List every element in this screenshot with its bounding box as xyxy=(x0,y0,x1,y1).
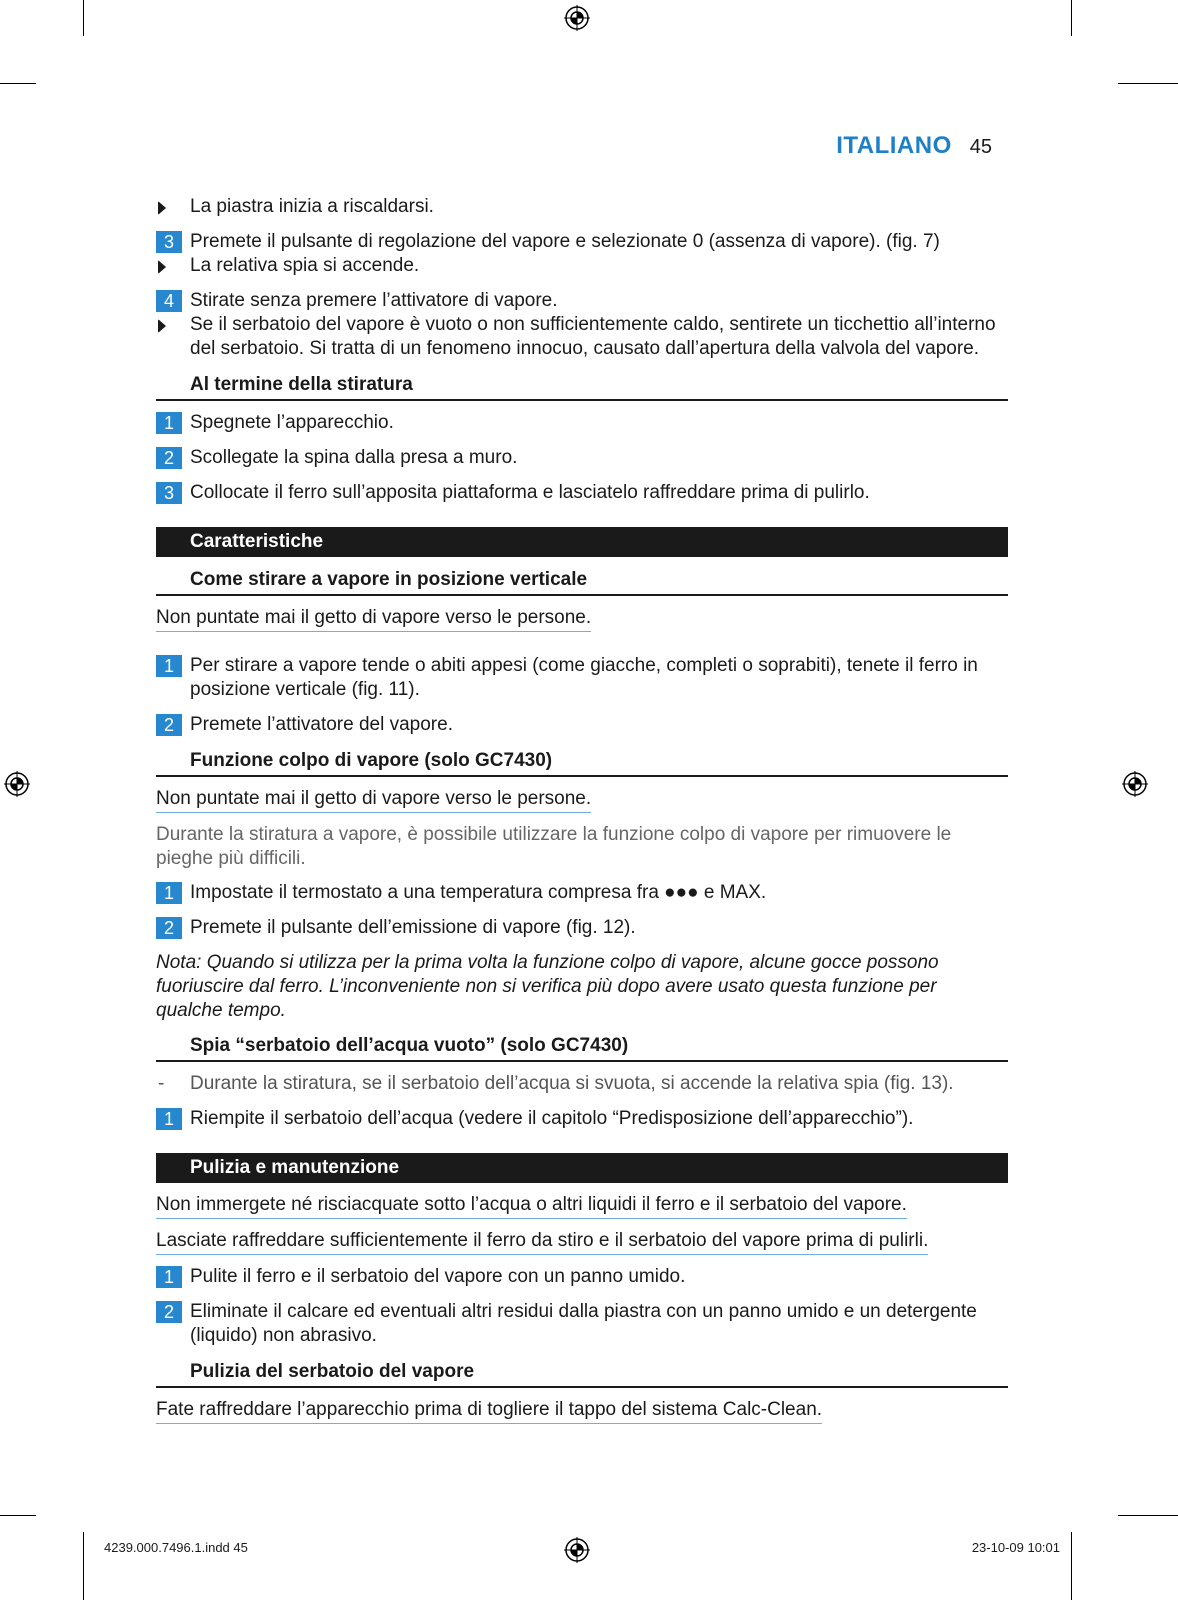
step-number-badge: 3 xyxy=(156,482,182,504)
step-number-badge: 1 xyxy=(156,412,182,434)
registration-mark-icon xyxy=(4,771,30,797)
step-item xyxy=(156,1300,1008,1348)
step-number-badge: 1 xyxy=(156,1108,182,1130)
item-text: Impostate il termostato a una temperatura compresa fra ●●● e MAX. xyxy=(190,882,767,903)
item-text: Se il serbatoio del vapore è vuoto o non sufficientemente caldo, sentirete un ticchettio all’interno del serbatoio. Si tratta di un fenomeno innocuo, causato dall’apertura della valvola del vapore. xyxy=(190,314,996,359)
warning-row xyxy=(156,606,1008,632)
page-number: 45 xyxy=(969,136,992,158)
item-text: La piastra inizia a riscaldarsi. xyxy=(190,196,434,217)
step-number-badge: 2 xyxy=(156,917,182,939)
warning-row xyxy=(156,1398,1008,1424)
bullet-icon xyxy=(158,319,166,333)
section-heading: Pulizia e manutenzione xyxy=(156,1153,1008,1183)
crop-mark xyxy=(0,83,36,84)
crop-mark xyxy=(1118,83,1178,84)
subsection-heading: Pulizia del serbatoio del vapore xyxy=(156,1359,1008,1388)
page-header xyxy=(836,132,992,160)
crop-mark xyxy=(0,1515,36,1516)
info-paragraph: Durante la stiratura a vapore, è possibile utilizzare la funzione colpo di vapore per rimuovere le pieghe più difficili. xyxy=(156,824,952,869)
item-text: Collocate il ferro sull’apposita piattaforma e lasciatelo raffreddare prima di pulirlo. xyxy=(190,482,870,503)
step-number-badge: 2 xyxy=(156,447,182,469)
step-number-badge: 2 xyxy=(156,714,182,736)
section-heading: Caratteristiche xyxy=(156,527,1008,557)
step-item xyxy=(156,916,1008,940)
item-text: Scollegate la spina dalla presa a muro. xyxy=(190,447,518,468)
bullet-icon xyxy=(158,260,166,274)
dash-icon: - xyxy=(158,1073,165,1094)
crop-mark xyxy=(83,1532,84,1600)
warning-text: Non puntate mai il getto di vapore verso le persone. xyxy=(156,787,591,813)
crop-mark xyxy=(1071,0,1072,36)
step-item xyxy=(156,881,1008,905)
item-text: La relativa spia si accende. xyxy=(190,255,420,276)
subsection-heading: Al termine della stiratura xyxy=(156,372,1008,401)
note-paragraph: Nota: Quando si utilizza per la prima volta la funzione colpo di vapore, alcune gocce possono fuoriuscire dal ferro. L’inconveniente non si verifica più dopo avere usato questa funzione per qualche tempo. xyxy=(156,952,939,1021)
registration-mark-icon xyxy=(564,1537,590,1563)
item-text: Spegnete l’apparecchio. xyxy=(190,412,394,433)
step-number-badge: 1 xyxy=(156,655,182,677)
item-text: Eliminate il calcare ed eventuali altri residui dalla piastra con un panno umido e un detergente (liquido) non abrasivo. xyxy=(190,1301,977,1346)
step-item xyxy=(156,1107,1008,1131)
step-item xyxy=(156,446,1008,470)
step-item xyxy=(156,230,1008,254)
item-text: Durante la stiratura, se il serbatoio dell’acqua si svuota, si accende la relativa spia (fig. 13). xyxy=(190,1073,954,1094)
bullet-item xyxy=(156,254,1008,278)
step-item xyxy=(156,1265,1008,1289)
subsection-heading: Funzione colpo di vapore (solo GC7430) xyxy=(156,748,1008,777)
registration-mark-icon xyxy=(564,5,590,31)
step-number-badge: 4 xyxy=(156,290,182,312)
crop-mark xyxy=(1071,1532,1072,1600)
warning-row xyxy=(156,1193,1008,1219)
manual-content xyxy=(156,195,1008,1434)
item-text: Pulite il ferro e il serbatoio del vapore con un panno umido. xyxy=(190,1266,686,1287)
item-text: Stirate senza premere l’attivatore di vapore. xyxy=(190,290,558,311)
warning-text: Non puntate mai il getto di vapore verso le persone. xyxy=(156,606,591,632)
spacer xyxy=(156,642,1008,654)
step-item xyxy=(156,654,1008,702)
crop-mark xyxy=(83,0,84,36)
item-text: Premete il pulsante dell’emissione di vapore (fig. 12). xyxy=(190,917,636,938)
warning-text: Fate raffreddare l’apparecchio prima di togliere il tappo del sistema Calc-Clean. xyxy=(156,1398,822,1424)
step-number-badge: 3 xyxy=(156,231,182,253)
warning-text: Non immergete né risciacquate sotto l’acqua o altri liquidi il ferro e il serbatoio del vapore. xyxy=(156,1193,907,1219)
warning-row xyxy=(156,1229,1008,1255)
footer-date: 23-10-09 10:01 xyxy=(971,1540,1060,1555)
step-item xyxy=(156,411,1008,435)
dash-item xyxy=(156,1072,1008,1096)
step-item xyxy=(156,713,1008,737)
bullet-item xyxy=(156,313,1008,361)
step-item xyxy=(156,481,1008,505)
bullet-icon xyxy=(158,201,166,215)
step-number-badge: 1 xyxy=(156,1266,182,1288)
item-text: Premete il pulsante di regolazione del vapore e selezionate 0 (assenza di vapore). (fig. 7) xyxy=(190,231,940,252)
warning-text: Lasciate raffreddare sufficientemente il ferro da stiro e il serbatoio del vapore prima di pulirli. xyxy=(156,1229,928,1255)
warning-row xyxy=(156,787,1008,813)
subsection-heading: Spia “serbatoio dell’acqua vuoto” (solo GC7430) xyxy=(156,1033,1008,1062)
registration-mark-icon xyxy=(1122,771,1148,797)
subsection-heading: Come stirare a vapore in posizione verticale xyxy=(156,567,1008,596)
crop-mark xyxy=(1118,1515,1178,1516)
step-number-badge: 2 xyxy=(156,1301,182,1323)
item-text: Premete l’attivatore del vapore. xyxy=(190,714,453,735)
footer-file-info: 4239.000.7496.1.indd 45 xyxy=(104,1540,248,1555)
bullet-item xyxy=(156,195,1008,219)
item-text: Per stirare a vapore tende o abiti appesi (come giacche, completi o soprabiti), tenete il ferro in posizione verticale (fig. 11). xyxy=(190,655,978,700)
language-title: ITALIANO xyxy=(836,132,952,159)
step-number-badge: 1 xyxy=(156,882,182,904)
item-text: Riempite il serbatoio dell’acqua (vedere il capitolo “Predisposizione dell’apparecchio”). xyxy=(190,1108,914,1129)
step-item xyxy=(156,289,1008,313)
